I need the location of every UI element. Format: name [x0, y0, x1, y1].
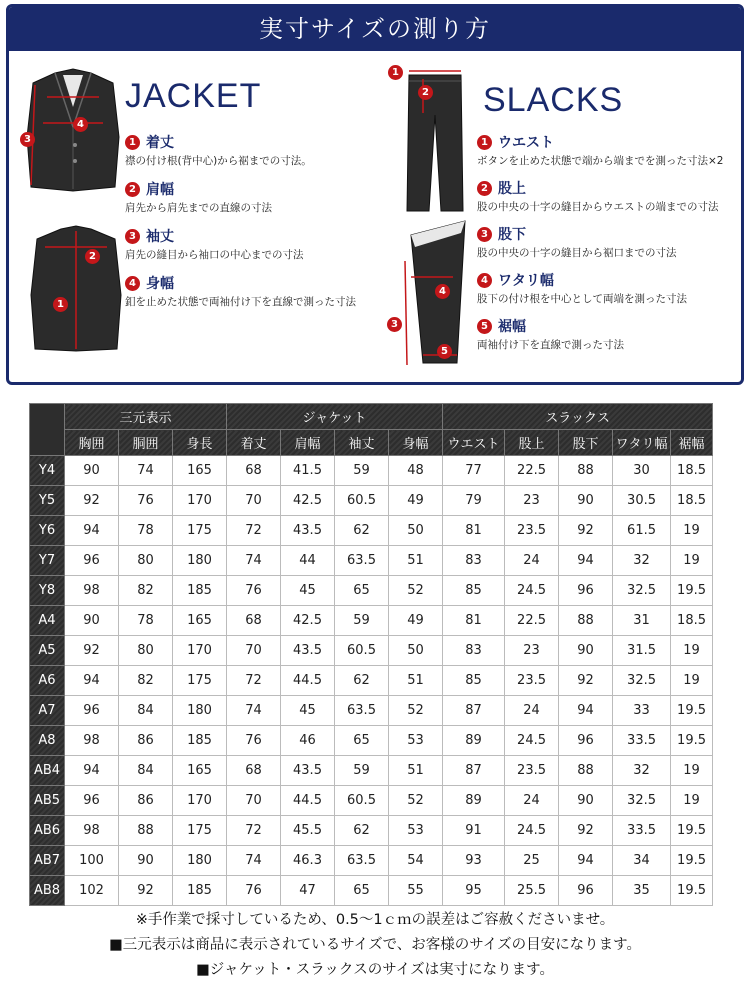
table-cell: 23.5 [505, 756, 559, 786]
column-header: 身長 [173, 430, 227, 456]
table-cell: 81 [443, 606, 505, 636]
table-cell: 74 [227, 846, 281, 876]
table-cell: 33 [613, 696, 671, 726]
table-cell: 41.5 [281, 456, 335, 486]
table-cell: 76 [227, 726, 281, 756]
size-label: A7 [30, 696, 65, 726]
table-cell: 43.5 [281, 636, 335, 666]
group-header: 三元表示 [65, 404, 227, 430]
table-cell: 24 [505, 546, 559, 576]
table-cell: 30 [613, 456, 671, 486]
table-cell: 45 [281, 576, 335, 606]
table-cell: 24.5 [505, 726, 559, 756]
measure-name: ワタリ幅 [498, 273, 554, 289]
marker-5-icon: 5 [437, 344, 452, 359]
table-cell: 31 [613, 606, 671, 636]
table-cell: 80 [119, 546, 173, 576]
table-cell: 175 [173, 816, 227, 846]
table-cell: 92 [65, 636, 119, 666]
marker-2-icon: 2 [85, 249, 100, 264]
table-cell: 102 [65, 876, 119, 906]
table-cell: 85 [443, 576, 505, 606]
number-badge: 2 [125, 182, 140, 197]
table-cell: 88 [559, 456, 613, 486]
table-cell: 98 [65, 726, 119, 756]
measure-name: 股下 [498, 227, 526, 243]
size-label: A6 [30, 666, 65, 696]
table-cell: 92 [559, 816, 613, 846]
jacket-measure-item [125, 180, 356, 215]
measure-name: 袖丈 [146, 229, 174, 245]
column-header: 股下 [559, 430, 613, 456]
measure-description: 両袖付け下を直線で測った寸法 [477, 339, 624, 351]
number-badge: 5 [477, 319, 492, 334]
table-cell: 96 [559, 576, 613, 606]
table-row [30, 636, 713, 666]
table-cell: 88 [559, 606, 613, 636]
measure-description: ボタンを止めた状態で端から端までを測った寸法×2 [477, 155, 724, 167]
size-label: Y4 [30, 456, 65, 486]
table-cell: 87 [443, 756, 505, 786]
table-cell: 47 [281, 876, 335, 906]
table-cell: 19 [671, 636, 713, 666]
table-cell: 92 [559, 666, 613, 696]
table-cell: 19 [671, 516, 713, 546]
table-cell: 42.5 [281, 606, 335, 636]
measure-description: 肩先から肩先までの直線の寸法 [125, 202, 272, 214]
measure-description: 肩先の縫目から袖口の中心までの寸法 [125, 249, 304, 261]
notes [0, 908, 750, 983]
note-line: ■ジャケット・スラックスのサイズは実寸になります。 [196, 962, 554, 978]
jacket-measure-list [125, 133, 356, 321]
column-header: 胸囲 [65, 430, 119, 456]
table-cell: 95 [443, 876, 505, 906]
table-cell: 89 [443, 786, 505, 816]
table-cell: 42.5 [281, 486, 335, 516]
table-cell: 72 [227, 516, 281, 546]
table-cell: 90 [559, 636, 613, 666]
table-cell: 165 [173, 756, 227, 786]
table-cell: 74 [227, 546, 281, 576]
jacket-back-illustration [27, 225, 125, 355]
table-cell: 94 [65, 666, 119, 696]
table-cell: 32.5 [613, 786, 671, 816]
table-cell: 19 [671, 666, 713, 696]
table-cell: 60.5 [335, 486, 389, 516]
table-cell: 82 [119, 666, 173, 696]
table-cell: 24 [505, 786, 559, 816]
size-label: AB5 [30, 786, 65, 816]
slacks-measure-item [477, 317, 723, 352]
number-badge: 3 [477, 227, 492, 242]
table-cell: 90 [65, 606, 119, 636]
table-cell: 32 [613, 546, 671, 576]
table-row [30, 756, 713, 786]
measure-name: 肩幅 [146, 182, 174, 198]
note-line: ※手作業で採寸しているため、0.5～1ｃｍの誤差はご容赦くださいませ。 [135, 912, 615, 928]
table-cell: 90 [65, 456, 119, 486]
table-cell: 32.5 [613, 576, 671, 606]
table-cell: 45 [281, 696, 335, 726]
table-cell: 32.5 [613, 666, 671, 696]
measure-description: 釦を止めた状態で両袖付け下を直線で測った寸法 [125, 296, 356, 308]
table-cell: 85 [443, 666, 505, 696]
table-cell: 72 [227, 816, 281, 846]
column-header: 裾幅 [671, 430, 713, 456]
table-cell: 82 [119, 576, 173, 606]
table-cell: 60.5 [335, 786, 389, 816]
table-cell: 92 [559, 516, 613, 546]
marker-3-icon: 3 [387, 317, 402, 332]
table-cell: 65 [335, 876, 389, 906]
table-row [30, 486, 713, 516]
table-cell: 70 [227, 486, 281, 516]
table-cell: 59 [335, 606, 389, 636]
table-cell: 32 [613, 756, 671, 786]
table-cell: 31.5 [613, 636, 671, 666]
table-cell: 22.5 [505, 606, 559, 636]
table-cell: 43.5 [281, 516, 335, 546]
table-cell: 23.5 [505, 666, 559, 696]
table-cell: 22.5 [505, 456, 559, 486]
table-cell: 87 [443, 696, 505, 726]
table-row [30, 606, 713, 636]
table-cell: 76 [227, 576, 281, 606]
table-cell: 94 [559, 696, 613, 726]
number-badge: 4 [125, 276, 140, 291]
table-cell: 68 [227, 756, 281, 786]
table-cell: 45.5 [281, 816, 335, 846]
column-header: ウエスト [443, 430, 505, 456]
table-cell: 80 [119, 636, 173, 666]
table-cell: 86 [119, 786, 173, 816]
table-cell: 24.5 [505, 816, 559, 846]
table-cell: 19.5 [671, 816, 713, 846]
table-cell: 35 [613, 876, 671, 906]
table-cell: 52 [389, 786, 443, 816]
table-cell: 94 [65, 756, 119, 786]
column-header: 股上 [505, 430, 559, 456]
table-cell: 51 [389, 546, 443, 576]
table-cell: 19.5 [671, 696, 713, 726]
table-cell: 65 [335, 726, 389, 756]
size-label: AB8 [30, 876, 65, 906]
table-cell: 55 [389, 876, 443, 906]
table-cell: 59 [335, 456, 389, 486]
table-cell: 19.5 [671, 876, 713, 906]
size-label: AB7 [30, 846, 65, 876]
table-cell: 63.5 [335, 696, 389, 726]
table-row [30, 576, 713, 606]
group-header: ジャケット [227, 404, 443, 430]
table-cell: 61.5 [613, 516, 671, 546]
jacket-measure-item [125, 133, 356, 168]
measure-name: 裾幅 [498, 319, 526, 335]
slacks-measure-item [477, 179, 723, 214]
table-cell: 23.5 [505, 516, 559, 546]
table-cell: 62 [335, 666, 389, 696]
marker-4-icon: 4 [73, 117, 88, 132]
number-badge: 1 [125, 135, 140, 150]
table-cell: 63.5 [335, 546, 389, 576]
table-cell: 83 [443, 636, 505, 666]
table-cell: 19 [671, 756, 713, 786]
table-cell: 52 [389, 696, 443, 726]
table-cell: 48 [389, 456, 443, 486]
table-cell: 76 [227, 876, 281, 906]
measure-name: 身幅 [146, 276, 174, 292]
table-cell: 94 [65, 516, 119, 546]
table-cell: 70 [227, 636, 281, 666]
size-label: Y7 [30, 546, 65, 576]
marker-4-icon: 4 [435, 284, 450, 299]
column-header: 着丈 [227, 430, 281, 456]
table-row [30, 666, 713, 696]
column-header: 肩幅 [281, 430, 335, 456]
table-cell: 68 [227, 606, 281, 636]
size-label: Y8 [30, 576, 65, 606]
table-cell: 51 [389, 666, 443, 696]
table-cell: 25 [505, 846, 559, 876]
panel-title: 実寸サイズの測り方 [9, 7, 741, 51]
table-row [30, 546, 713, 576]
size-label: AB4 [30, 756, 65, 786]
table-cell: 60.5 [335, 636, 389, 666]
table-cell: 24.5 [505, 576, 559, 606]
measure-name: 着丈 [146, 135, 174, 151]
number-badge: 1 [477, 135, 492, 150]
table-cell: 175 [173, 516, 227, 546]
table-cell: 44.5 [281, 786, 335, 816]
table-cell: 49 [389, 606, 443, 636]
table-cell: 170 [173, 636, 227, 666]
table-cell: 50 [389, 636, 443, 666]
column-header: 袖丈 [335, 430, 389, 456]
table-cell: 25.5 [505, 876, 559, 906]
table-cell: 79 [443, 486, 505, 516]
table-row [30, 816, 713, 846]
table-cell: 62 [335, 816, 389, 846]
table-cell: 170 [173, 486, 227, 516]
table-cell: 185 [173, 726, 227, 756]
measure-description: 襟の付け根(背中心)から裾までの寸法。 [125, 155, 312, 167]
measure-description: 股の中央の十字の縫目からウエストの端までの寸法 [477, 201, 719, 213]
table-cell: 165 [173, 606, 227, 636]
table-row [30, 516, 713, 546]
table-corner [30, 404, 65, 456]
marker-1-icon: 1 [388, 65, 403, 80]
table-row [30, 726, 713, 756]
table-cell: 53 [389, 726, 443, 756]
table-cell: 86 [119, 726, 173, 756]
jacket-title: JACKET [125, 77, 262, 115]
table-cell: 180 [173, 696, 227, 726]
table-cell: 185 [173, 876, 227, 906]
table-cell: 84 [119, 696, 173, 726]
table-cell: 76 [119, 486, 173, 516]
table-cell: 49 [389, 486, 443, 516]
table-cell: 23 [505, 486, 559, 516]
table-cell: 74 [119, 456, 173, 486]
measure-name: 股上 [498, 181, 526, 197]
table-cell: 96 [65, 786, 119, 816]
table-cell: 165 [173, 456, 227, 486]
table-cell: 175 [173, 666, 227, 696]
column-header: ワタリ幅 [613, 430, 671, 456]
table-cell: 96 [65, 696, 119, 726]
table-cell: 18.5 [671, 606, 713, 636]
marker-3-icon: 3 [20, 132, 35, 147]
table-cell: 34 [613, 846, 671, 876]
table-cell: 68 [227, 456, 281, 486]
table-cell: 44 [281, 546, 335, 576]
table-cell: 44.5 [281, 666, 335, 696]
jacket-measure-item [125, 274, 356, 309]
table-cell: 43.5 [281, 756, 335, 786]
table-cell: 88 [559, 756, 613, 786]
table-cell: 74 [227, 696, 281, 726]
table-cell: 92 [119, 876, 173, 906]
table-cell: 94 [559, 546, 613, 576]
table-cell: 50 [389, 516, 443, 546]
table-cell: 170 [173, 786, 227, 816]
size-label: AB6 [30, 816, 65, 846]
table-cell: 180 [173, 846, 227, 876]
table-cell: 96 [65, 546, 119, 576]
table-cell: 51 [389, 756, 443, 786]
size-label: A8 [30, 726, 65, 756]
table-cell: 84 [119, 756, 173, 786]
column-header-row [30, 430, 713, 456]
note-line: ■三元表示は商品に表示されているサイズで、お客様のサイズの目安になります。 [109, 937, 641, 953]
size-label: A5 [30, 636, 65, 666]
group-header: スラックス [443, 404, 713, 430]
group-header-row [30, 404, 713, 430]
table-cell: 70 [227, 786, 281, 816]
table-cell: 18.5 [671, 456, 713, 486]
table-cell: 90 [119, 846, 173, 876]
table-cell: 19 [671, 546, 713, 576]
table-cell: 91 [443, 816, 505, 846]
table-cell: 78 [119, 516, 173, 546]
marker-2-icon: 2 [418, 85, 433, 100]
size-label: Y5 [30, 486, 65, 516]
table-cell: 18.5 [671, 486, 713, 516]
table-cell: 23 [505, 636, 559, 666]
table-cell: 100 [65, 846, 119, 876]
slacks-front-illustration [395, 65, 475, 215]
measure-description: 股の中央の十字の縫目から裾口までの寸法 [477, 247, 677, 259]
table-cell: 46 [281, 726, 335, 756]
table-cell: 78 [119, 606, 173, 636]
table-cell: 83 [443, 546, 505, 576]
table-cell: 90 [559, 486, 613, 516]
table-cell: 98 [65, 576, 119, 606]
table-cell: 62 [335, 516, 389, 546]
jacket-front-illustration [23, 67, 123, 197]
column-header: 身幅 [389, 430, 443, 456]
table-cell: 46.3 [281, 846, 335, 876]
table-cell: 63.5 [335, 846, 389, 876]
table-cell: 89 [443, 726, 505, 756]
table-cell: 77 [443, 456, 505, 486]
slacks-title: SLACKS [483, 81, 624, 119]
table-cell: 93 [443, 846, 505, 876]
number-badge: 2 [477, 181, 492, 196]
column-header: 胴囲 [119, 430, 173, 456]
slacks-measure-item [477, 133, 723, 168]
size-table [29, 403, 713, 906]
slacks-measure-item [477, 271, 723, 306]
table-cell: 98 [65, 816, 119, 846]
measurement-guide-panel [6, 4, 744, 385]
table-cell: 81 [443, 516, 505, 546]
size-label: A4 [30, 606, 65, 636]
size-label: Y6 [30, 516, 65, 546]
table-row [30, 456, 713, 486]
measure-description: 股下の付け根を中心として両端を測った寸法 [477, 293, 687, 305]
table-row [30, 696, 713, 726]
measure-name: ウエスト [498, 135, 554, 151]
table-cell: 92 [65, 486, 119, 516]
table-cell: 19 [671, 786, 713, 816]
slacks-measure-item [477, 225, 723, 260]
table-cell: 19.5 [671, 846, 713, 876]
table-cell: 53 [389, 816, 443, 846]
table-cell: 90 [559, 786, 613, 816]
table-cell: 65 [335, 576, 389, 606]
table-cell: 96 [559, 726, 613, 756]
table-cell: 72 [227, 666, 281, 696]
number-badge: 4 [477, 273, 492, 288]
marker-1-icon: 1 [53, 297, 68, 312]
table-cell: 30.5 [613, 486, 671, 516]
slacks-measure-list [477, 133, 723, 352]
table-cell: 59 [335, 756, 389, 786]
table-cell: 180 [173, 546, 227, 576]
table-cell: 19.5 [671, 576, 713, 606]
table-cell: 19.5 [671, 726, 713, 756]
table-cell: 33.5 [613, 816, 671, 846]
table-cell: 24 [505, 696, 559, 726]
table-cell: 185 [173, 576, 227, 606]
table-cell: 54 [389, 846, 443, 876]
table-cell: 88 [119, 816, 173, 846]
table-row [30, 786, 713, 816]
table-row [30, 876, 713, 906]
table-cell: 33.5 [613, 726, 671, 756]
table-cell: 52 [389, 576, 443, 606]
number-badge: 3 [125, 229, 140, 244]
table-cell: 94 [559, 846, 613, 876]
table-cell: 96 [559, 876, 613, 906]
table-row [30, 846, 713, 876]
jacket-measure-item [125, 227, 356, 262]
